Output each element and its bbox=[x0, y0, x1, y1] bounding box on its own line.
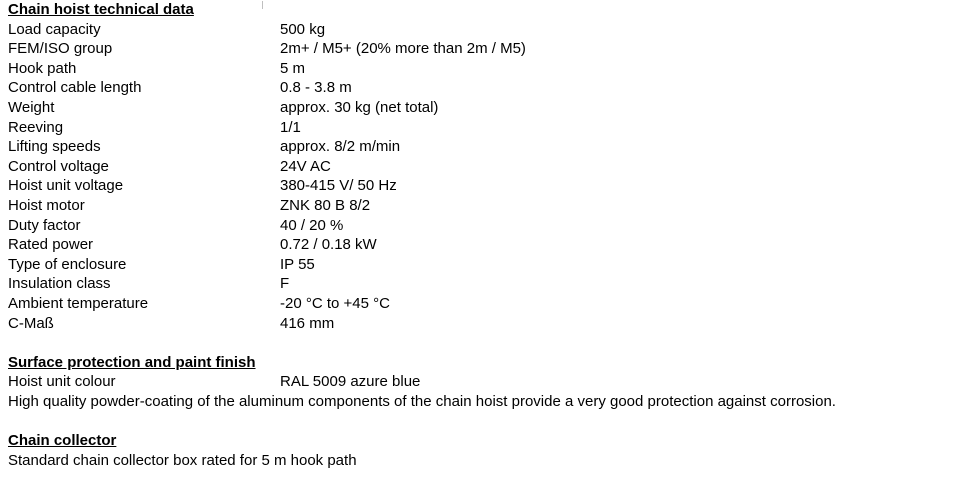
spec-label: Lifting speeds bbox=[8, 138, 101, 156]
spec-row bbox=[8, 20, 526, 40]
spec-label: FEM/ISO group bbox=[8, 40, 113, 58]
technical-data-heading: Chain hoist technical data bbox=[8, 1, 194, 18]
spec-row bbox=[8, 216, 526, 236]
hoist-colour-value: RAL 5009 azure blue bbox=[280, 373, 421, 391]
document-page bbox=[8, 0, 968, 470]
spec-row bbox=[8, 59, 526, 79]
spec-value: 24V AC bbox=[280, 157, 331, 175]
spec-value: 1/1 bbox=[280, 118, 301, 136]
spec-row bbox=[8, 314, 526, 334]
spec-value: ZNK 80 B 8/2 bbox=[280, 196, 371, 214]
spec-row bbox=[8, 137, 526, 157]
spec-label: Rated power bbox=[8, 236, 94, 254]
spec-row bbox=[8, 176, 526, 196]
spec-label: Insulation class bbox=[8, 275, 111, 293]
spec-value: approx. 8/2 m/min bbox=[280, 138, 401, 156]
spec-label: Control cable length bbox=[8, 79, 142, 97]
section-spacer bbox=[8, 333, 968, 353]
spec-value: F bbox=[280, 275, 290, 293]
hoist-colour-row bbox=[8, 372, 968, 392]
spec-value: 500 kg bbox=[280, 20, 326, 38]
spec-value: 0.72 / 0.18 kW bbox=[280, 236, 377, 254]
spec-row bbox=[8, 255, 526, 275]
spec-value: approx. 30 kg (net total) bbox=[280, 98, 439, 116]
spec-value: IP 55 bbox=[280, 255, 315, 273]
spec-value: 416 mm bbox=[280, 314, 335, 332]
spec-row bbox=[8, 294, 526, 314]
section-spacer bbox=[8, 411, 968, 431]
spec-label: Hook path bbox=[8, 59, 77, 77]
spec-value: 5 m bbox=[280, 59, 306, 77]
spec-row bbox=[8, 274, 526, 294]
spec-label: C-Maß bbox=[8, 314, 54, 332]
spec-label: Ambient temperature bbox=[8, 294, 149, 312]
collector-heading: Chain collector bbox=[8, 432, 117, 450]
spec-value: 40 / 20 % bbox=[280, 216, 344, 234]
spec-row bbox=[8, 196, 526, 216]
spec-row bbox=[8, 118, 526, 138]
technical-data-rows bbox=[8, 20, 526, 334]
spec-label: Hoist motor bbox=[8, 196, 85, 214]
spec-row bbox=[8, 39, 526, 59]
collector-description: Standard chain collector box rated for 5 m hook path bbox=[8, 451, 357, 469]
spec-row bbox=[8, 98, 526, 118]
technical-data-table bbox=[8, 20, 526, 334]
spec-label: Type of enclosure bbox=[8, 255, 127, 273]
spec-value: -20 °C to +45 °C bbox=[280, 294, 390, 312]
collector-section bbox=[8, 431, 968, 470]
spec-value: 0.8 - 3.8 m bbox=[280, 79, 352, 97]
spec-row bbox=[8, 157, 526, 177]
surface-section bbox=[8, 353, 968, 412]
spec-label: Weight bbox=[8, 98, 55, 116]
surface-heading: Surface protection and paint finish bbox=[8, 353, 256, 371]
spec-label: Hoist unit voltage bbox=[8, 177, 124, 195]
spec-value: 2m+ / M5+ (20% more than 2m / M5) bbox=[280, 40, 526, 58]
spec-label: Load capacity bbox=[8, 20, 101, 38]
spec-label: Control voltage bbox=[8, 157, 109, 175]
spec-label: Duty factor bbox=[8, 216, 81, 234]
spec-row bbox=[8, 235, 526, 255]
surface-description: High quality powder-coating of the aluminum components of the chain hoist provide a very good protection against corrosion. bbox=[8, 392, 836, 410]
hoist-colour-label: Hoist unit colour bbox=[8, 373, 116, 391]
spec-label: Reeving bbox=[8, 118, 64, 136]
spec-value: 380-415 V/ 50 Hz bbox=[280, 177, 397, 195]
spec-row bbox=[8, 78, 526, 98]
